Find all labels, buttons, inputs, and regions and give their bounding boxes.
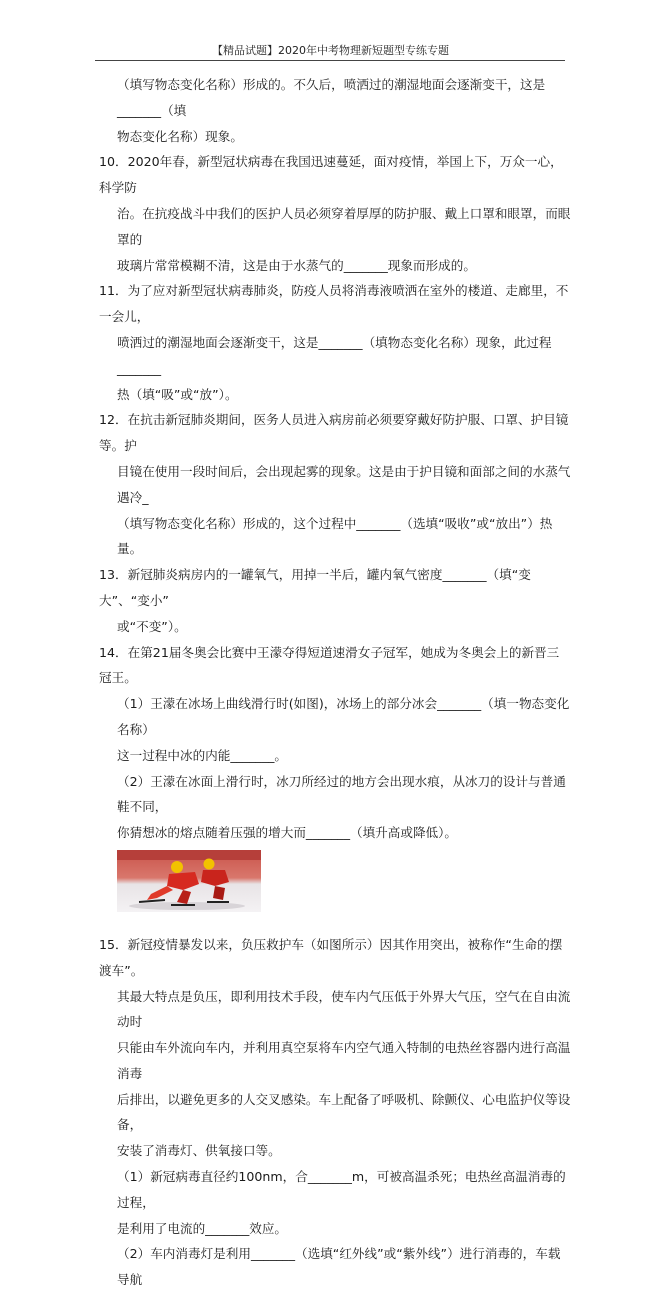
text-line: 目镜在使用一段时间后，会出现起雾的现象。这是由于护目镜和面部之间的水蒸气遇冷_: [117, 463, 571, 505]
text-line: （2）王濛在冰面上滑行时，冰刀所经过的地方会出现水痕，从冰刀的设计与普通鞋不同，: [117, 773, 566, 815]
text-line: 14．在第21届冬奥会比赛中王濛夺得短道速滑女子冠军，她成为冬奥会上的新晋三冠王。: [99, 644, 560, 686]
text-line: 或“不变”）。: [117, 618, 187, 634]
text-line: （1）王濛在冰场上曲线滑行时(如图)，冰场上的部分冰会_______（填一物态变化名称）: [117, 696, 570, 737]
text-line: 热（填“吸”或“放”）。: [117, 386, 238, 402]
text-line: 13．新冠肺炎病房内的一罐氧气，用掉一半后，罐内氧气密度_______（填“变大”、“变小”: [99, 567, 531, 608]
questions-block-1: [99, 72, 571, 846]
text-line: 治。在抗疫战斗中我们的医护人员必须穿着厚厚的防护服、戴上口罩和眼罩，而眼罩的: [117, 205, 571, 247]
text-line: 你猜想冰的熔点随着压强的增大而_______（填升高或降低）。: [117, 825, 458, 841]
speed-skating-photo: [117, 850, 261, 912]
text-line: 安装了消毒灯、供氧接口等。: [117, 1143, 281, 1159]
text-line: 12．在抗击新冠肺炎期间，医务人员进入病房前必须要穿戴好防护服、口罩、护目镜等。护: [99, 412, 569, 454]
text-line: 其最大特点是负压，即利用技术手段，使车内气压低于外界大气压，空气在自由流动时: [117, 988, 571, 1030]
page-header: 【精品试题】2020年中考物理新短题型专练专题: [212, 44, 449, 57]
text-line: （1）新冠病毒直径约100nm，合_______m，可被高温杀死；电热丝高温消毒的过程，: [117, 1169, 566, 1210]
questions-block-2: [99, 932, 571, 1293]
text-line: （2）车内消毒灯是利用_______（选填“红外线”或“紫外线”）进行消毒的，车载导航: [117, 1246, 561, 1288]
header-rule: [95, 60, 565, 61]
text-line: （填写物态变化名称）形成的。不久后，喷洒过的潮湿地面会逐渐变干，这是_______（填: [117, 77, 546, 118]
document-body: [99, 72, 571, 1293]
text-line: 后排出，以避免更多的人交叉感染。车上配备了呼吸机、除颤仪、心电监护仪等设备，: [117, 1091, 571, 1133]
text-line: 喷洒过的潮湿地面会逐渐变干，这是_______（填物态变化名称）现象，此过程_______: [117, 334, 552, 376]
text-line: 是利用了电流的_______效应。: [117, 1220, 288, 1236]
text-line: 玻璃片常常模糊不清，这是由于水蒸气的_______现象而形成的。: [117, 257, 476, 273]
text-line: 物态变化名称）现象。: [117, 128, 243, 144]
text-line: （填写物态变化名称）形成的，这个过程中_______（选填“吸收”或“放出”）热量。: [117, 515, 553, 557]
text-line: 这一过程中冰的内能_______。: [117, 747, 288, 763]
text-line: 15．新冠疫情暴发以来，负压救护车（如图所示）因其作用突出，被称作“生命的摆渡车”。: [99, 936, 563, 978]
text-line: 11．为了应对新型冠状病毒肺炎，防疫人员将消毒液喷洒在室外的楼道、走廊里，不一会儿，: [99, 283, 569, 325]
text-line: 10．2020年春，新型冠状病毒在我国迅速蔓延，面对疫情，举国上下，万众一心，科学防: [99, 154, 563, 196]
text-line: 只能由车外流向车内，并利用真空泵将车内空气通入特制的电热丝容器内进行高温消毒: [117, 1040, 571, 1081]
